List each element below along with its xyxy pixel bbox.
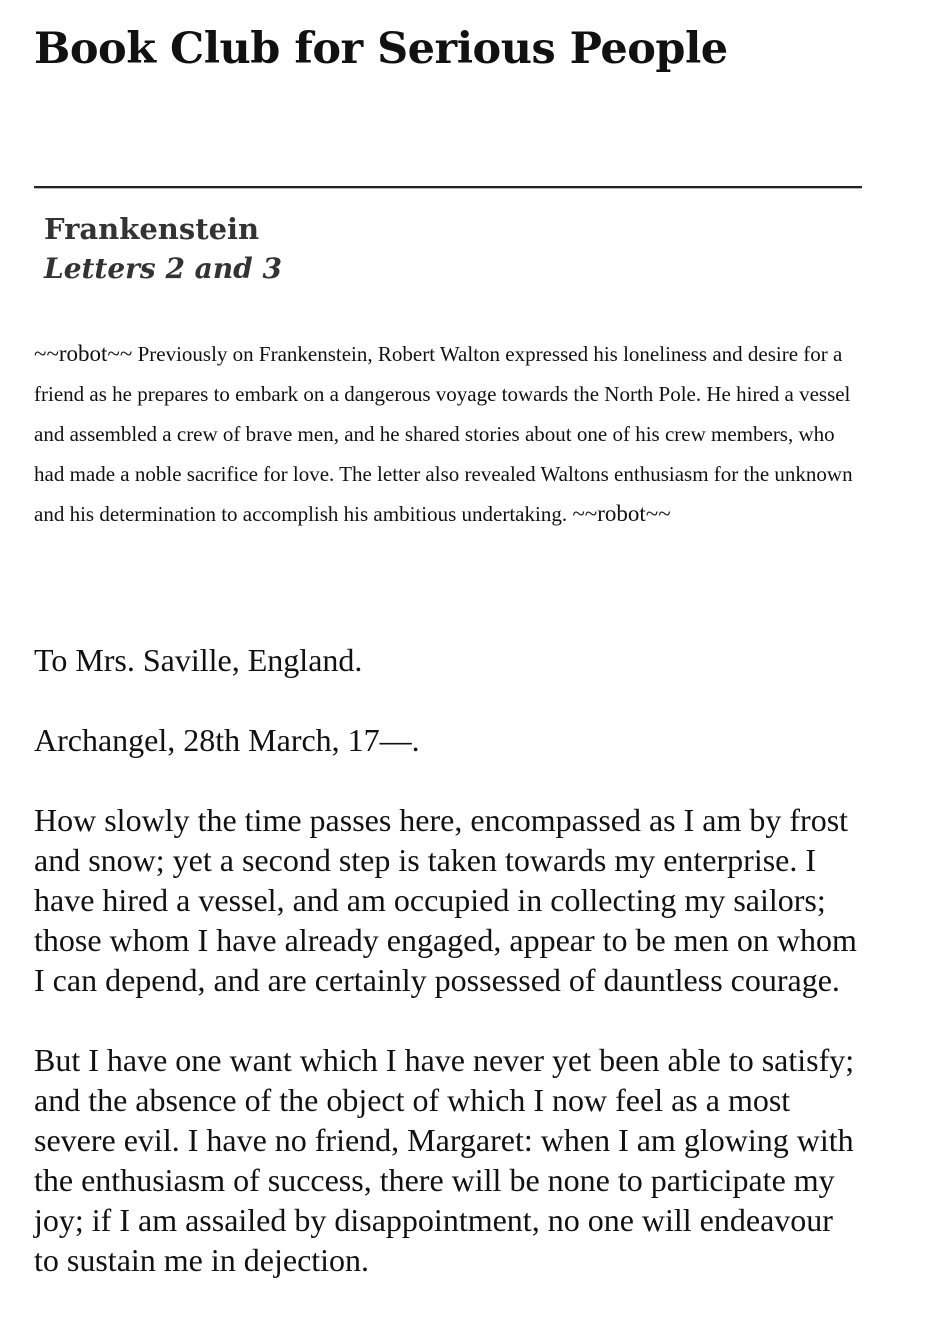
letter-body: [34, 640, 862, 1320]
summary-text: Previously on Frankenstein, Robert Walton expressed his loneliness and desire for a friend as he prepares to embark on a dangerous voyage towards the North Pole. He hired a vessel and assembled a crew of brave men, and he shared stories about one of his crew members, who had made a noble sacrifice for love. The letter also revealed Waltons enthusiasm for the unknown and his determination to accomplish his ambitious undertaking.: [34, 342, 853, 526]
letter-dateline: Archangel, 28th March, 17—.: [34, 722, 420, 758]
robot-tag-close: ~~robot~~: [572, 501, 671, 526]
book-subtitle: Letters 2 and 3: [44, 252, 282, 285]
robot-summary: [34, 334, 862, 534]
header-divider: [34, 186, 862, 189]
letter-paragraph: But I have one want which I have never yet been able to satisfy; and the absence of the object of which I now feel as a most severe evil. I have no friend, Margaret: when I am glowing with the enthusiasm of success, there will be none to participate my joy; if I am assailed by disappointment, no one will endeavour to sustain me in dejection.: [34, 1042, 855, 1278]
book-title: Frankenstein: [44, 212, 260, 246]
robot-tag-open: ~~robot~~: [34, 341, 133, 366]
letter-paragraph: How slowly the time passes here, encompassed as I am by frost and snow; yet a second step is taken towards my enterprise. I have hired a vessel, and am occupied in collecting my sailors; those whom I have already engaged, appear to be men on whom I can depend, and are certainly possessed of dauntless courage.: [34, 802, 857, 998]
letter-addressee: To Mrs. Saville, England.: [34, 642, 363, 678]
site-title: Book Club for Serious People: [34, 24, 728, 74]
